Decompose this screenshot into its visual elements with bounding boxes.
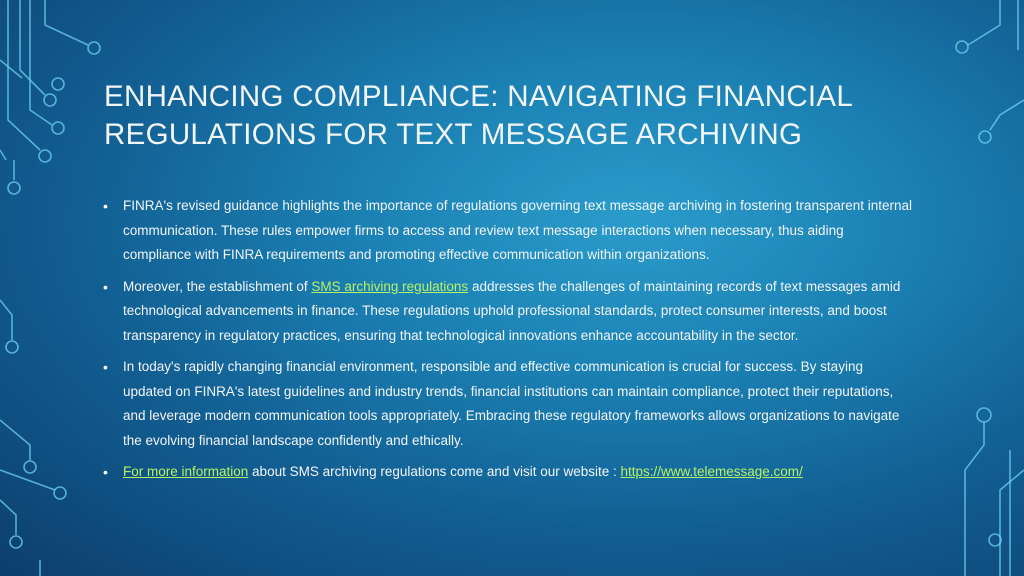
- list-item: [103, 194, 915, 268]
- list-item: [103, 460, 915, 485]
- bullet-text: [123, 275, 915, 349]
- list-item: [103, 355, 915, 453]
- bullet-text: [123, 460, 915, 485]
- text-segment: addresses the challenges of maintaining records of text messages amid technological advancements in finance. These regulations uphold professional standards, protect consumer interests, and boost transparency in regulatory practices, ensuring that technological innovations enhance accountability in the sector.: [123, 278, 901, 343]
- bullet-text: In today's rapidly changing financial environment, responsible and effective communication is crucial for success. By staying updated on FINRA's latest guidelines and industry trends, financial institutions can maintain compliance, protect their reputations, and leverage modern communication tools appropriately. Embracing these regulatory frameworks allows organizations to navigate the evolving financial landscape confidently and ethically.: [123, 359, 900, 448]
- bullet-text: FINRA's revised guidance highlights the importance of regulations governing text message archiving in fostering transparent internal communication. These rules empower firms to access and review text message interactions when necessary, thus aiding compliance with FINRA requirements and promoting effective communication within organizations.: [123, 198, 913, 262]
- bullet-marker: •: [103, 198, 108, 214]
- bullet-marker: •: [103, 278, 108, 295]
- slide-title: ENHANCING COMPLIANCE: NAVIGATING FINANCIAL REGULATIONS FOR TEXT MESSAGE ARCHIVING: [104, 80, 853, 151]
- text-segment: about SMS archiving regulations come and visit our website :: [248, 464, 621, 479]
- more-information-link[interactable]: For more information: [123, 464, 249, 479]
- bullet-marker: •: [103, 359, 108, 375]
- bullet-list: [103, 194, 915, 492]
- bullet-marker: •: [103, 464, 108, 480]
- text-segment: Moreover, the establishment of: [123, 278, 312, 294]
- website-link[interactable]: https://www.telemessage.com/: [620, 464, 803, 479]
- list-item: [103, 275, 915, 349]
- sms-archiving-regulations-link[interactable]: SMS archiving regulations: [311, 278, 469, 294]
